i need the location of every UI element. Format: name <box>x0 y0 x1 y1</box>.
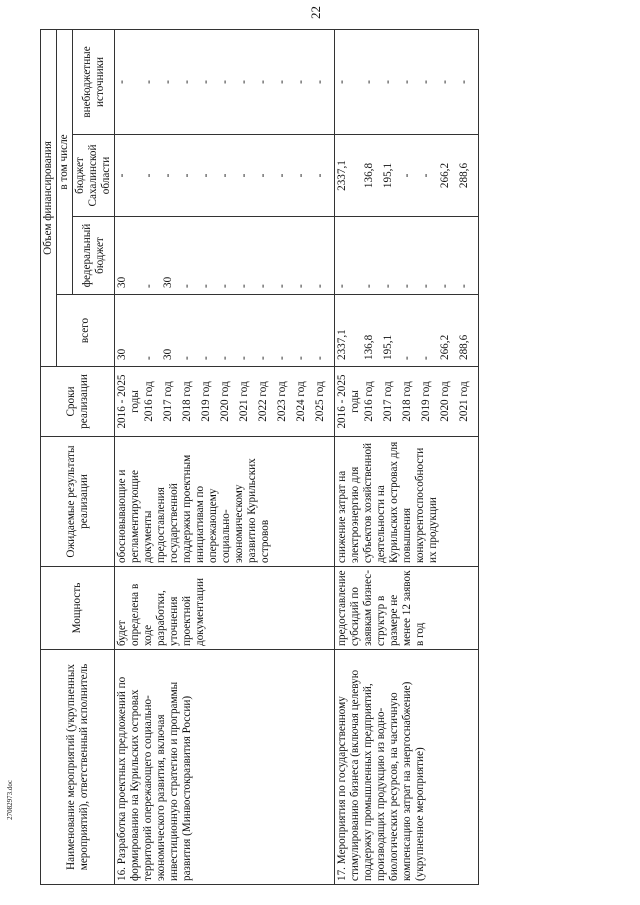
term: 2024 год <box>295 381 307 422</box>
term: 2018 год <box>181 381 193 422</box>
measure-number: 16. <box>116 867 128 881</box>
value: - <box>143 173 155 178</box>
value: 266,2 <box>439 162 451 189</box>
value: - <box>116 80 128 84</box>
value: - <box>116 173 128 178</box>
value: - <box>401 80 413 84</box>
value: - <box>295 356 307 360</box>
value: 288,6 <box>458 334 470 360</box>
value: - <box>382 80 394 84</box>
term: 2021 год <box>238 381 250 422</box>
value: - <box>219 80 231 84</box>
header-results: Ожидаемые результаты реализации <box>41 437 115 567</box>
header-offbudget: внебюджетные источники <box>73 29 115 134</box>
value: 288,6 <box>458 162 470 189</box>
value: 30 <box>162 276 174 288</box>
value: - <box>295 173 307 178</box>
value: - <box>276 284 288 288</box>
value: 30 <box>116 276 128 288</box>
term: 2020 год <box>219 381 231 422</box>
header-row-1 <box>41 29 57 884</box>
header-terms: Сроки реализации <box>41 367 115 437</box>
terms-cell <box>115 367 335 437</box>
value: - <box>276 356 288 360</box>
table-row <box>335 29 479 884</box>
value: - <box>314 173 326 178</box>
value: 2337,1 <box>336 329 348 360</box>
value: 136,8 <box>363 334 375 360</box>
capacity-cell: будет определена в ходе разработки, уточнения проектной документации <box>115 567 335 650</box>
value: - <box>420 356 432 360</box>
value: - <box>238 80 250 84</box>
header-funding: Объем финансирования <box>41 29 57 366</box>
value: - <box>420 173 432 178</box>
table-row <box>115 29 335 884</box>
term: 2016 - 2025 годы <box>116 374 141 429</box>
value: - <box>401 356 413 360</box>
total-cell <box>115 295 335 367</box>
term: 2019 год <box>420 381 432 422</box>
header-regional: бюджет Сахалинской области <box>73 135 115 217</box>
value: - <box>420 80 432 84</box>
term: 2020 год <box>439 381 451 422</box>
value: - <box>401 173 413 178</box>
value: - <box>314 80 326 84</box>
value: - <box>363 80 375 84</box>
value: - <box>238 356 250 360</box>
value: - <box>257 356 269 360</box>
value: 266,2 <box>439 334 451 360</box>
offbudget-cell <box>115 29 335 134</box>
page-number: 22 <box>308 6 323 19</box>
results-cell: обосновывающие и регламентирующие документы предоставления государственной поддержки проектным инициативам по опережающему социально-экономическому развитию Курильских островов <box>115 437 335 567</box>
value: - <box>200 173 212 178</box>
value: - <box>238 284 250 288</box>
value: - <box>439 284 451 288</box>
value: 136,8 <box>363 162 375 189</box>
value: - <box>181 80 193 84</box>
value: - <box>363 284 375 288</box>
value: - <box>200 284 212 288</box>
value: - <box>238 173 250 178</box>
value: - <box>382 284 394 288</box>
value: - <box>276 80 288 84</box>
value: - <box>314 356 326 360</box>
value: - <box>219 284 231 288</box>
regional-cell <box>335 135 479 217</box>
header-total: всего <box>57 295 115 367</box>
results-cell: снижение затрат на электроэнергию для субъектов хозяйственной деятельности на Курильских островах для повышения конкурентоспособности их продукции <box>335 437 479 567</box>
value: - <box>162 80 174 84</box>
value: - <box>458 284 470 288</box>
header-federal: федеральный бюджет <box>73 217 115 295</box>
offbudget-cell <box>335 29 479 134</box>
term: 2016 - 2025 годы <box>336 374 361 429</box>
value: - <box>181 173 193 178</box>
value: - <box>219 173 231 178</box>
value: - <box>439 80 451 84</box>
header-capacity: Мощность <box>41 567 115 650</box>
value: - <box>219 356 231 360</box>
document-id: 27082973.doc <box>6 780 14 820</box>
regional-cell <box>115 135 335 217</box>
value: 195,1 <box>382 334 394 360</box>
value: 30 <box>162 348 174 360</box>
value: - <box>276 173 288 178</box>
value: - <box>143 80 155 84</box>
value: 195,1 <box>382 162 394 189</box>
term: 2016 год <box>363 381 375 422</box>
header-including: в том числе <box>57 29 73 294</box>
value: - <box>295 284 307 288</box>
value: - <box>295 80 307 84</box>
value: - <box>257 80 269 84</box>
value: - <box>458 80 470 84</box>
term: 2017 год <box>382 381 394 422</box>
rotated-table-container <box>40 30 610 885</box>
value: - <box>314 284 326 288</box>
total-cell <box>335 295 479 367</box>
measure-name: Мероприятия по государственному стимулированию бизнеса (включая целевую поддержку промышленных предприятий, производящих продукцию из водно-биологических ресурсов, на частичную компенсацию затрат на энергоснабжение) (укрупненное мероприятие) <box>336 669 426 881</box>
term: 2019 год <box>200 381 212 422</box>
measure-number: 17. <box>336 867 348 881</box>
value: - <box>181 356 193 360</box>
value: 30 <box>116 348 128 360</box>
federal-cell <box>335 217 479 295</box>
value: - <box>181 284 193 288</box>
value: - <box>257 173 269 178</box>
funding-table <box>40 29 479 885</box>
capacity-cell: предоставление субсидий по заявкам бизнес-структур в размере не менее 12 заявок в год <box>335 567 479 650</box>
value: - <box>336 80 348 84</box>
term: 2025 год <box>314 381 326 422</box>
value: - <box>257 284 269 288</box>
value: - <box>162 173 174 178</box>
header-name: Наименование мероприятий (укрупненных мероприятий), ответственный исполнитель <box>41 650 115 885</box>
value: - <box>143 356 155 360</box>
measure-name: Разработка проектных предложений по формированию на Курильских островах территорий опережающего социально-экономического развития, включая инвестиционную стратегию и программы развития (Минвостокразвития России) <box>116 676 193 881</box>
term: 2016 год <box>143 381 155 422</box>
measure-name-cell <box>115 650 335 885</box>
term: 2021 год <box>458 381 470 422</box>
term: 2023 год <box>276 381 288 422</box>
value: - <box>200 356 212 360</box>
value: - <box>420 284 432 288</box>
value: - <box>200 80 212 84</box>
term: 2018 год <box>401 381 413 422</box>
term: 2017 год <box>162 381 174 422</box>
value: 2337,1 <box>336 160 348 191</box>
terms-cell <box>335 367 479 437</box>
measure-name-cell <box>335 650 479 885</box>
term: 2022 год <box>257 381 269 422</box>
value: - <box>401 284 413 288</box>
value: - <box>336 284 348 288</box>
value: - <box>143 284 155 288</box>
federal-cell <box>115 217 335 295</box>
